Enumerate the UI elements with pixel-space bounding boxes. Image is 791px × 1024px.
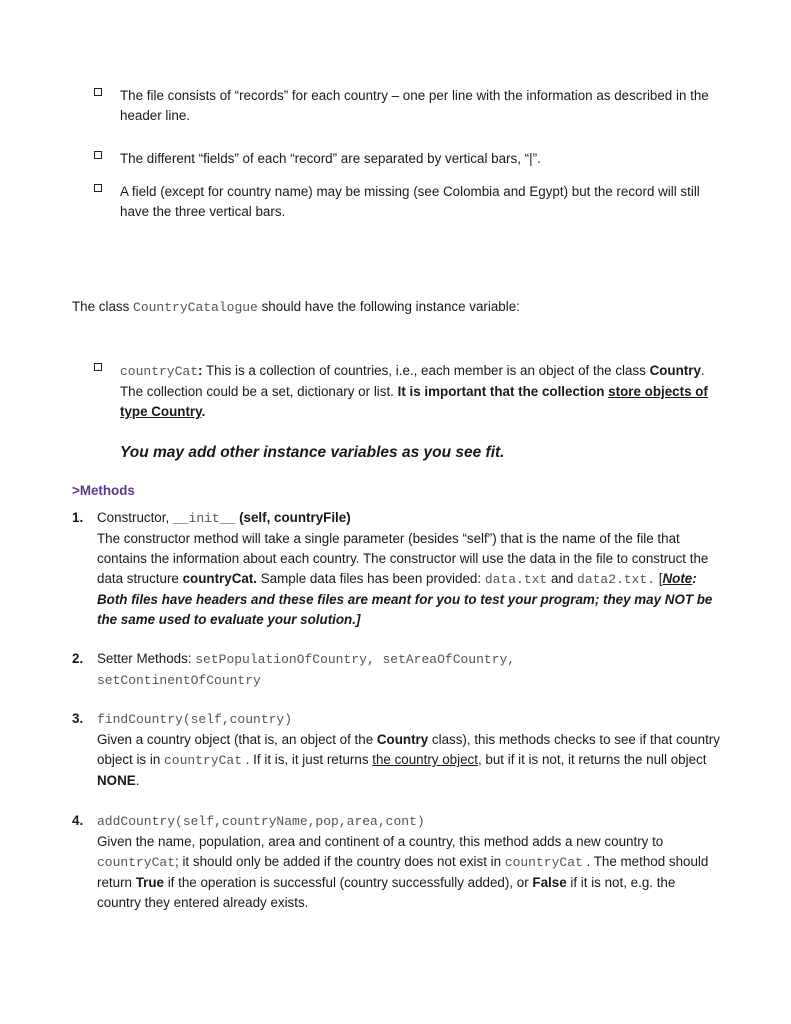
- method-setters-text: Setter Methods: setPopulationOfCountry, setAreaOfCountry, setContinentOfCountry: [97, 651, 516, 688]
- method-find-country-text: findCountry(self,country) Given a country object (that is, an object of the Country class), this methods checks to see if that country object is in countryCat . If it is, it just returns the country object, but if it is not, it returns the null object NONE.: [97, 712, 720, 788]
- instance-variables-note: You may add other instance variables as you see fit.: [120, 444, 505, 461]
- bullet-text-records: The file consists of “records” for each country – one per line with the information as described in the header line.: [120, 88, 709, 123]
- bullet-square-icon: [94, 363, 102, 371]
- method-constructor-text: Constructor, __init__ (self, countryFile) The constructor method will take a single parameter (besides “self”) that is the name of the file that contains the information about each country. The constructor will use the data in the file to construct the data structure countryCat. Sample data files has been provided: data.txt and data2.txt. [Note: Both files have headers and these files are meant for you to test your program; they may NOT be the same used to evaluate your solution.]: [97, 510, 713, 627]
- method-add-country-text: addCountry(self,countryName,pop,area,cont) Given the name, population, area and continent of a country, this method adds a new country to countryCat; it should only be added if the country does not exist in countryCat . The method should return True if the operation is successful (country successfully added), or False if it is not, e.g. the country they entered already exists.: [97, 814, 709, 910]
- file-name-code: data.txt: [484, 572, 548, 587]
- setter-methods-code: setPopulationOfCountry, setAreaOfCountry, setContinentOfCountry: [97, 652, 516, 688]
- init-code: __init__: [172, 511, 236, 526]
- country-cat-code: countryCat: [97, 855, 176, 870]
- bullet-square-icon: [94, 151, 102, 159]
- list-number: 4.: [72, 813, 84, 828]
- bullet-square-icon: [94, 88, 102, 96]
- bullet-text-fields: The different “fields” of each “record” are separated by vertical bars, “|”.: [120, 151, 541, 166]
- find-country-code: findCountry(self,country): [97, 712, 293, 727]
- bullet-square-icon: [94, 184, 102, 192]
- instance-var-code: countryCat: [120, 364, 199, 379]
- methods-heading: >Methods: [72, 483, 135, 498]
- bullet-text-missing-field: A field (except for country name) may be missing (see Colombia and Egypt) but the record will still have the three vertical bars.: [120, 184, 700, 219]
- class-intro: The class CountryCatalogue should have the following instance variable:: [72, 299, 520, 315]
- list-number: 3.: [72, 711, 84, 726]
- country-cat-code: countryCat: [164, 753, 243, 768]
- add-country-code: addCountry(self,countryName,pop,area,cont): [97, 814, 425, 829]
- class-name-code: CountryCatalogue: [133, 300, 258, 315]
- country-cat-code: countryCat: [504, 855, 583, 870]
- file-name-code: data2.txt.: [577, 572, 656, 587]
- list-number: 2.: [72, 651, 84, 666]
- instance-variable-description: countryCat: This is a collection of countries, i.e., each member is an object of the class Country. The collection could be a set, dictionary or list. It is important that the collection store objects of type Country.: [120, 363, 708, 419]
- list-number: 1.: [72, 510, 84, 525]
